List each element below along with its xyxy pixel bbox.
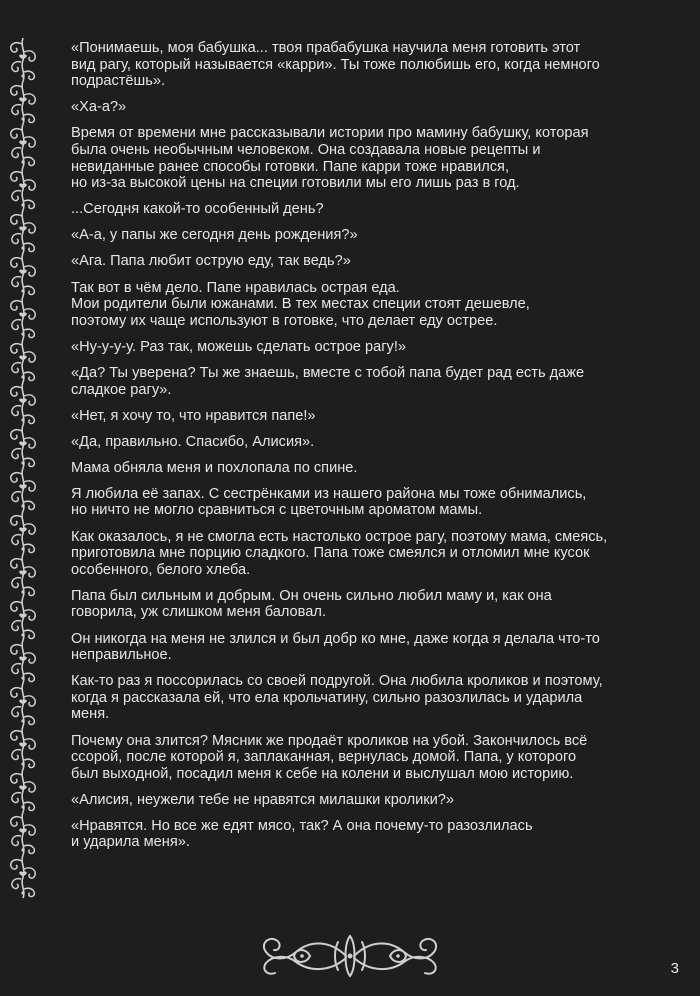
floral-border-segment (11, 253, 36, 296)
story-text (71, 40, 671, 861)
paragraph: «Да? Ты уверена? Ты же знаешь, вместе с тобой папа будет рад есть даже сладкое рагу». (71, 364, 585, 398)
paragraph: Так вот в чём дело. Папе нравилась острая еда. Мои родители были южанами. В тех местах специи стоят дешевле, поэтому их чаще используют в готовке, что делает еду острее. (71, 279, 530, 329)
paragraph: «А-а, у папы же сегодня день рождения?» (71, 227, 358, 244)
floral-border-icon (6, 36, 40, 902)
floral-border-segment (11, 38, 36, 81)
floral-border-segment (11, 554, 36, 597)
paragraph: «Нет, я хочу то, что нравится папе!» (71, 407, 316, 424)
paragraph: Как-то раз я поссорилась со своей подругой. Она любила кроликов и поэтому, когда я рассказала ей, что ела крольчатину, сильно разозлилась и ударила меня. (71, 673, 603, 723)
paragraph: «Ну-у-у-у. Раз так, можешь сделать острое рагу!» (71, 338, 406, 355)
floral-border-segment (11, 210, 36, 253)
floral-border-segment (11, 81, 36, 124)
floral-border-segment (11, 382, 36, 425)
floral-border-segment (11, 511, 36, 554)
page-number: 3 (670, 960, 679, 977)
floral-border-segment (11, 339, 36, 382)
paragraph: Время от времени мне рассказывали истории про мамину бабушку, которая была очень необычным человеком. Она создавала новые рецепты и невиданные ранее способы готовки. Папе карри тоже нравился, но из-за высокой цены на специи готовили мы его лишь раз в год. (71, 125, 589, 192)
paragraph: «Ха-а?» (71, 99, 127, 116)
paragraph: «Да, правильно. Спасибо, Алисия». (71, 433, 315, 450)
floral-border-segment (11, 597, 36, 640)
floral-border-segment (11, 124, 36, 167)
floral-border-segment (11, 812, 36, 855)
paragraph: Папа был сильным и добрым. Он очень сильно любил маму и, как она говорила, уж слишком меня баловал. (71, 587, 552, 621)
floral-border-segment (11, 683, 36, 726)
paragraph: «Ага. Папа любит острую еду, так ведь?» (71, 253, 351, 270)
floral-border-segment (11, 769, 36, 812)
floral-border-segment (11, 167, 36, 210)
paragraph: «Нравятся. Но все же едят мясо, так? А она почему-то разозлилась и ударила меня». (71, 817, 533, 851)
floral-border-segment (11, 640, 36, 683)
paragraph: «Алисия, неужели тебе не нравятся милашки кролики?» (71, 791, 455, 808)
paragraph: ...Сегодня какой-то особенный день? (71, 201, 324, 218)
paragraph: «Понимаешь, моя бабушка... твоя прабабушка научила меня готовить этот вид рагу, который называется «карри». Ты тоже полюбишь его, когда немного подрастёшь». (71, 40, 600, 90)
floral-border-segment (11, 855, 36, 898)
floral-border-segment (11, 425, 36, 468)
paragraph: Он никогда на меня не злился и был добр ко мне, даже когда я делала что-то неправильное. (71, 630, 600, 664)
floral-border-segment (11, 726, 36, 769)
paragraph: Почему она злится? Мясник же продаёт кроликов на убой. Закончилось всё ссорой, после которой я, заплаканная, вернулась домой. Папа, у которого был выходной, посадил меня к себе на колени и выслушал мою историю. (71, 732, 588, 782)
paragraph: Мама обняла меня и похлопала по спине. (71, 459, 358, 476)
paragraph: Я любила её запах. С сестрёнками из нашего района мы тоже обнимались, но ничто не могло сравниться с цветочным ароматом мамы. (71, 485, 587, 519)
paragraph: Как оказалось, я не смогла есть настолько острое рагу, поэтому мама, смеясь, приготовила мне порцию сладкого. Папа тоже смеялся и отломил мне кусок особенного, белого хлеба. (71, 528, 608, 578)
scroll-flourish-icon (250, 930, 450, 982)
floral-border-segment (11, 468, 36, 511)
floral-border-segment (11, 296, 36, 339)
